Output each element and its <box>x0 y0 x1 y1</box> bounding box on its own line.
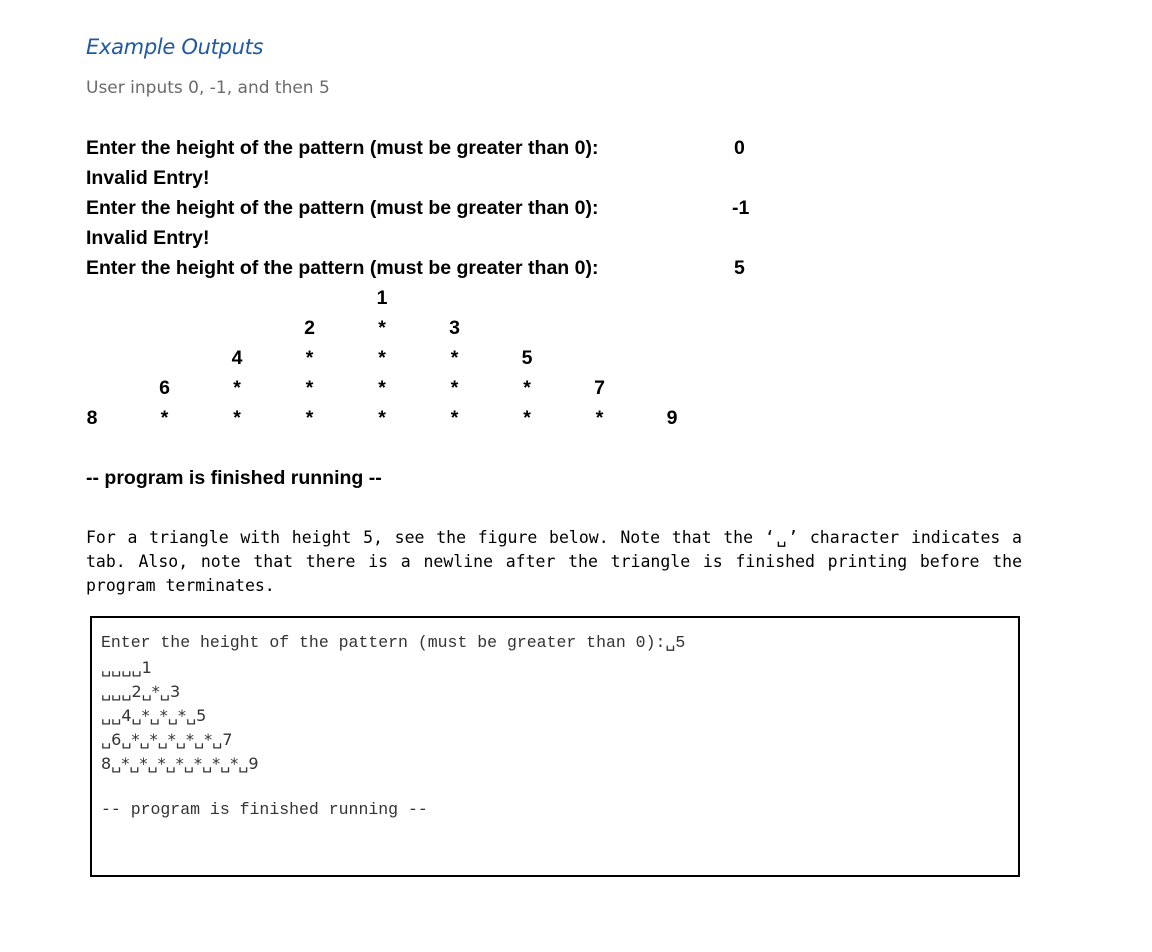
console-prompt-line: Enter the height of the pattern (must be greater than 0): <box>86 197 599 219</box>
code-finished-line: -- program is finished running -- <box>101 800 428 819</box>
triangle-number: 4 <box>231 347 243 369</box>
triangle-star: * <box>450 407 459 429</box>
triangle-number: 3 <box>449 317 460 339</box>
code-triangle-line: ␣6␣*␣*␣*␣*␣*␣7 <box>101 730 233 749</box>
triangle-star: * <box>378 407 386 429</box>
triangle-star: * <box>305 377 314 399</box>
triangle-star: * <box>523 377 531 399</box>
section-subtitle: User inputs 0, -1, and then 5 <box>86 78 330 98</box>
console-error-line: Invalid Entry! <box>86 227 210 249</box>
triangle-star: * <box>233 377 241 399</box>
section-heading: Example Outputs <box>86 35 264 59</box>
triangle-number: 6 <box>159 377 170 399</box>
console-error-line: Invalid Entry! <box>86 167 210 189</box>
console-input-value: 0 <box>734 137 745 159</box>
code-figure-box <box>90 616 1020 877</box>
triangle-star: * <box>378 347 386 369</box>
triangle-number: 8 <box>86 407 98 429</box>
triangle-number: 7 <box>594 377 605 399</box>
triangle-star: * <box>378 317 386 339</box>
triangle-star: * <box>233 407 241 429</box>
triangle-star: * <box>450 347 459 369</box>
triangle-star: * <box>305 347 314 369</box>
code-prompt-line: Enter the height of the pattern (must be greater than 0):␣5 <box>101 633 686 652</box>
code-triangle-line: ␣␣␣2␣*␣3 <box>101 682 181 701</box>
explanation-paragraph: For a triangle with height 5, see the figure below. Note that the ‘␣’ character indicates a tab. Also, note that there is a newline after the triangle is finished printing before the program terminates. <box>86 528 1022 595</box>
console-prompt-line: Enter the height of the pattern (must be greater than 0): <box>86 257 599 279</box>
console-input-value: 5 <box>734 257 745 279</box>
triangle-number: 2 <box>304 317 315 339</box>
console-output <box>86 133 786 493</box>
console-finished-line: -- program is finished running -- <box>86 467 382 489</box>
code-triangle-line: 8␣*␣*␣*␣*␣*␣*␣*␣9 <box>101 754 259 773</box>
triangle-star: * <box>160 407 169 429</box>
code-triangle-line: ␣␣4␣*␣*␣*␣5 <box>101 706 207 725</box>
triangle-number: 9 <box>666 407 678 429</box>
triangle-star: * <box>595 407 604 429</box>
triangle-number: 1 <box>376 287 388 309</box>
triangle-star: * <box>305 407 314 429</box>
code-triangle-line: ␣␣␣␣1 <box>101 658 152 677</box>
triangle-star: * <box>523 407 531 429</box>
triangle-star: * <box>450 377 459 399</box>
triangle-number: 5 <box>521 347 533 369</box>
console-prompt-line: Enter the height of the pattern (must be greater than 0): <box>86 137 599 159</box>
console-input-value: -1 <box>732 197 750 219</box>
triangle-star: * <box>378 377 386 399</box>
